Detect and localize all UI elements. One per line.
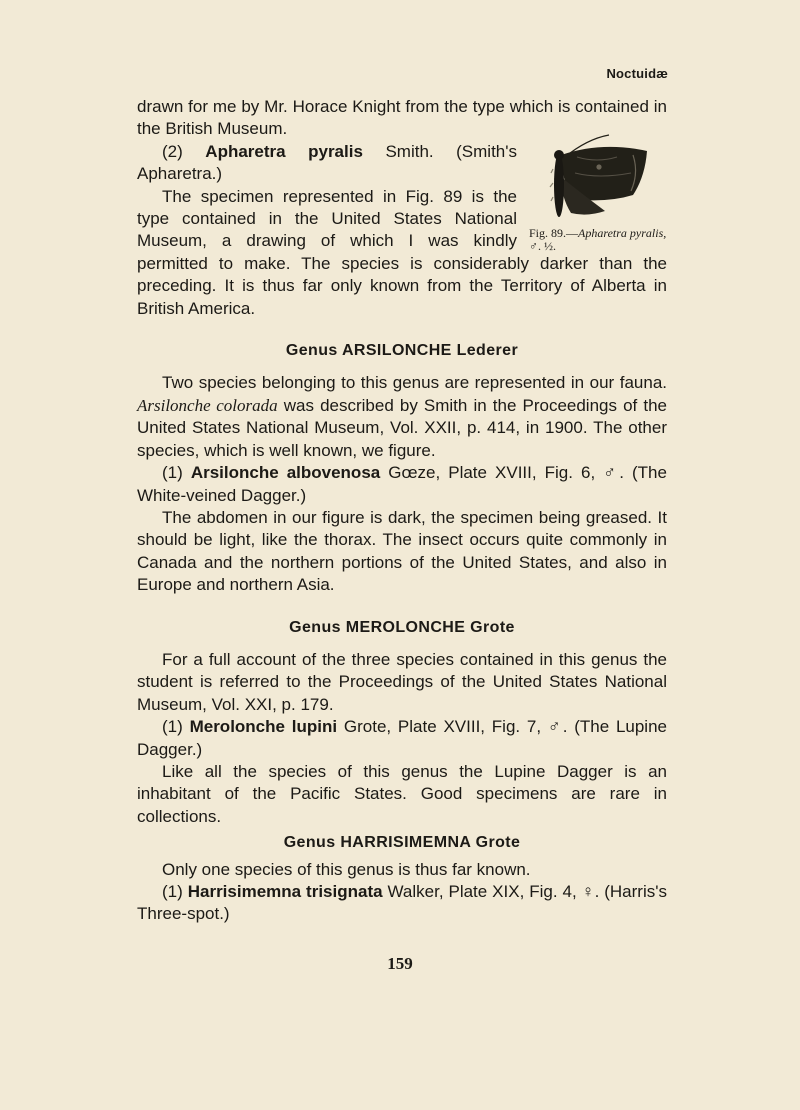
species-number: (1): [162, 717, 183, 737]
species-name: Apharetra pyralis: [205, 141, 363, 161]
genus-heading-merolonche: Genus MEROLONCHE Grote: [289, 618, 515, 636]
moth-illustration: [547, 133, 647, 221]
species-number: (1): [162, 463, 183, 483]
merolonche-intro: For a full account of the three species contained in this genus the student is referred to the Proceedings of the United States National Museum, Vol. XXI, p. 179.: [137, 649, 667, 714]
species-number: (1): [162, 882, 183, 901]
running-header: Noctuidæ: [606, 66, 668, 81]
harrisimemna-intro: Only one species of this genus is thus far known.: [162, 859, 531, 879]
species-reference: Gœze, Plate XVIII, Fig. 6, ♂. (The White-veined Dagger.): [137, 463, 667, 505]
species-author: Smith.: [385, 141, 434, 161]
genus-heading-arsilonche: Genus ARSILONCHE Lederer: [285, 342, 519, 360]
species-common-name: (Smith's Apharetra.): [137, 141, 518, 184]
merolonche-species-1: [137, 716, 667, 761]
genus-heading-harrisimemna: Genus HARRISIMEMNA Grote: [283, 834, 521, 852]
harrisimemna-species-1: [137, 881, 667, 926]
species-name: Merolonche lupini: [189, 717, 338, 737]
arsilonche-description: The abdomen in our figure is dark, the specimen being greased. It should be light, like the thorax. The insect occurs quite commonly in Canada and the northern portions of the United States, and also in Europe and northern Asia.: [137, 507, 667, 595]
merolonche-description: Like all the species of this genus the Lupine Dagger is an inhabitant of the Pacific States. Good specimens are rare in collections.: [137, 761, 667, 826]
species-reference: Grote, Plate XVIII, Fig. 7, ♂. (The Lupine Dagger.): [137, 717, 667, 759]
species-number: (2): [162, 141, 183, 161]
intro-paragraph: drawn for me by Mr. Horace Knight from the type which is contained in the British Museum.: [137, 97, 667, 139]
figure-89: [527, 133, 667, 253]
figure-label: Fig. 89.—: [529, 225, 579, 240]
arsilonche-species-1: [137, 462, 667, 507]
species-reference: Walker, Plate XIX, Fig. 4, ♀. (Harris's Three-spot.): [137, 882, 667, 924]
species-italic: Arsilonche colorada: [137, 395, 278, 415]
figure-caption: [527, 227, 667, 253]
page-body: [137, 96, 667, 926]
species-name: Harrisimemna trisignata: [187, 882, 383, 901]
arsilonche-intro: [137, 372, 667, 462]
intro-text: was described by Smith in the Proceedings of the United States National Museum, Vol. XXII, p. 414, in 1900. The other species, which is well known, we figure.: [137, 395, 667, 460]
species-name: Arsilonche albovenosa: [190, 463, 381, 483]
figure-species: Apharetra pyralis,: [578, 225, 667, 240]
intro-text: Two species belonging to this genus are represented in our fauna.: [162, 373, 667, 393]
species-2-description: The specimen represented in Fig. 89 is the type contained in the United States National Museum, a drawing of which I was kindly permitted to make. The species is considerably darker than the preceding. It is thus far only known from the Territory of Alberta in British America.: [137, 186, 667, 318]
page-number: 159: [387, 954, 413, 973]
figure-sex-scale: ♂. ½.: [529, 238, 556, 253]
